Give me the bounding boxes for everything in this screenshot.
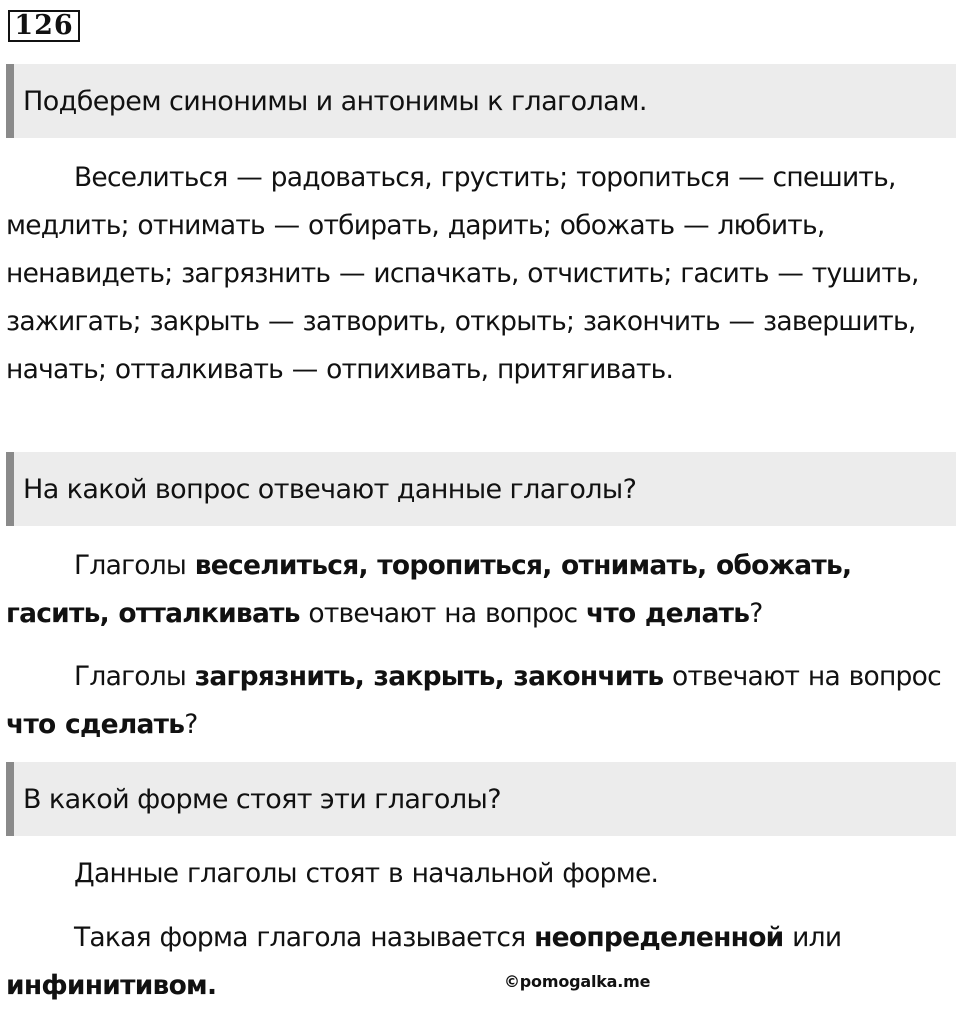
bold-verbs: веселиться, торопиться, отнимать, обожать, гасить, отталкивать — [6, 550, 852, 629]
bold-verbs: загрязнить, закрыть, закончить — [194, 661, 664, 692]
question-bar-verb-form — [6, 762, 956, 836]
answer-infinitive — [6, 914, 951, 1010]
answer-middle: или — [783, 922, 842, 953]
answer-text: Веселиться — радоваться, грустить; торопиться — спешить, медлить; отнимать — отбирать, дарить; обожать — любить, ненавидеть; загрязнить — испачкать, отчистить; гасить — тушить, зажигать; закрыть — затворить, открыть; закончить — завершить, начать; отталкивать — отпихивать, притягивать. — [6, 162, 919, 385]
answer-prefix: Такая форма глагола называется — [74, 922, 535, 953]
answer-perfective — [6, 653, 951, 749]
watermark: ©pomogalka.me — [504, 972, 651, 991]
exercise-number: 126 — [8, 10, 80, 42]
question-text: Подберем синонимы и антонимы к глаголам. — [23, 85, 647, 117]
answer-suffix: . — [206, 970, 217, 1001]
answer-synonyms-antonyms — [6, 154, 951, 394]
answer-middle: отвечают на вопрос — [299, 598, 586, 629]
answer-middle: отвечают на вопрос — [663, 661, 941, 692]
question-bar-verb-question — [6, 452, 956, 526]
answer-suffix: ? — [749, 598, 763, 629]
bold-question: что сделать — [6, 709, 185, 740]
answer-suffix: ? — [184, 709, 198, 740]
answer-initial-form — [6, 850, 951, 898]
bold-term-infinitive: инфинитивом — [6, 970, 207, 1001]
answer-text: Данные глаголы стоят в начальной форме. — [74, 858, 659, 889]
answer-prefix: Глаголы — [74, 550, 195, 581]
bold-term-indefinite: неопределенной — [534, 922, 784, 953]
answer-prefix: Глаголы — [74, 661, 195, 692]
answer-imperfective — [6, 542, 951, 638]
question-text: В какой форме стоят эти глаголы? — [23, 783, 501, 815]
question-bar-synonyms — [6, 64, 956, 138]
question-text: На какой вопрос отвечают данные глаголы? — [23, 473, 637, 505]
bold-question: что делать — [585, 598, 750, 629]
